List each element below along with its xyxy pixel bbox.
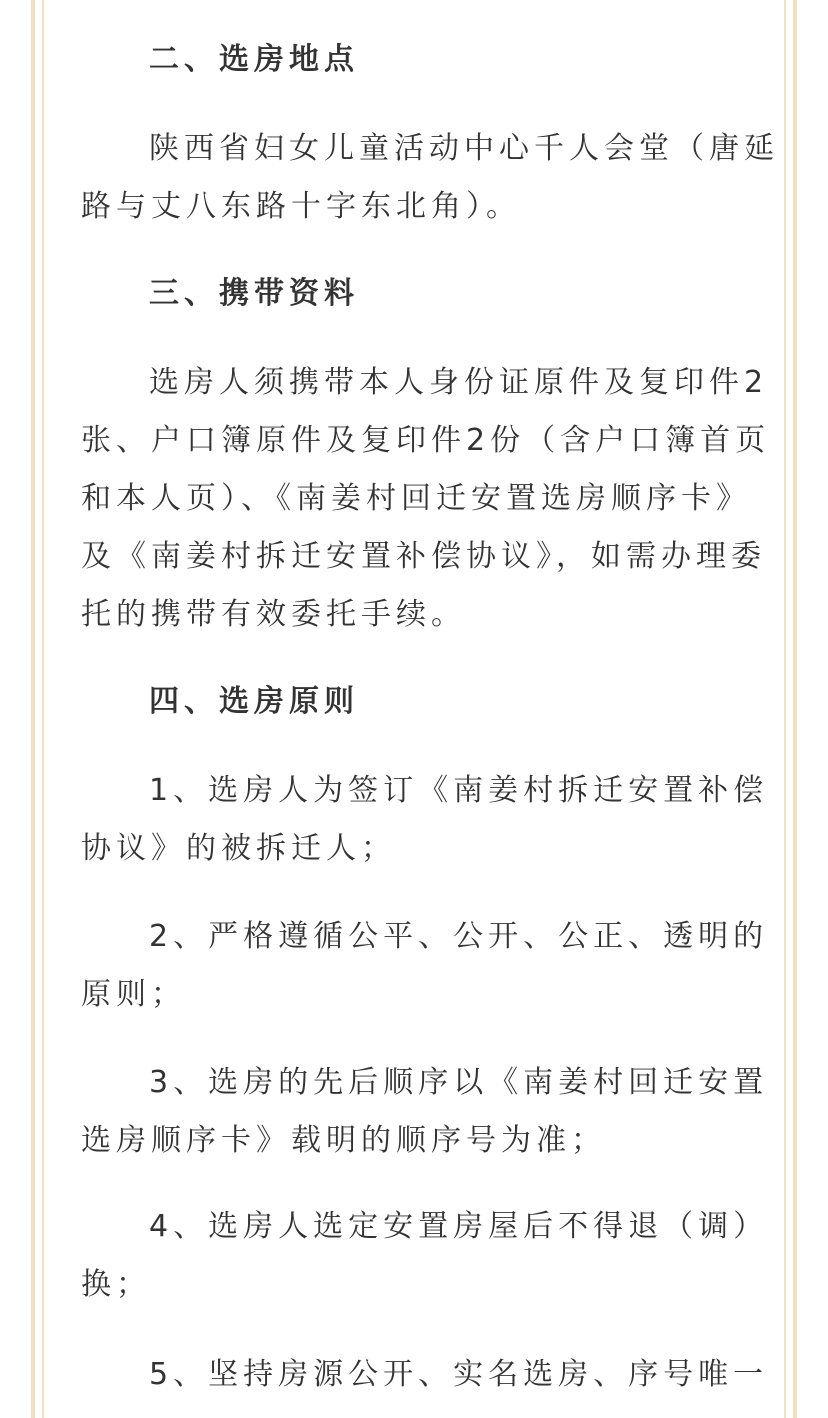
paragraph-line: 路与丈八东路十字东北角）。 <box>81 189 521 224</box>
paragraph-line: 托的携带有效委托手续。 <box>81 597 466 632</box>
paragraph-line: 换； <box>81 1267 151 1302</box>
paragraph-line: 原则； <box>81 977 186 1012</box>
right-decorative-border <box>793 0 797 1418</box>
paragraph-line: 陕西省妇女儿童活动中心千人会堂（唐延 <box>149 131 779 166</box>
paragraph-line: 选房顺序卡》载明的顺序号为准； <box>81 1123 606 1158</box>
paragraph-location <box>81 120 779 236</box>
principle-item-5 <box>81 1346 769 1404</box>
principle-item-3 <box>81 1054 769 1170</box>
section-heading-materials: 三、携带资料 <box>149 276 359 311</box>
paragraph-line: 和本人页）、《南姜村回迁安置选房顺序卡》 <box>81 481 751 516</box>
section-heading-principles: 四、选房原则 <box>149 684 359 719</box>
left-decorative-border <box>31 0 35 1418</box>
paragraph-line: 选房人须携带本人身份证原件及复印件2 <box>149 365 769 400</box>
paragraph-materials <box>81 354 771 644</box>
paragraph-line: 2、严格遵循公平、公开、公正、透明的 <box>149 919 769 954</box>
paragraph-line: 协议》的被拆迁人； <box>81 831 396 866</box>
paragraph-line: 5、坚持房源公开、实名选房、序号唯一 <box>149 1357 769 1392</box>
paragraph-line: 张、户口簿原件及复印件2份（含户口簿首页 <box>81 423 771 458</box>
paragraph-line: 1、选房人为签订《南姜村拆迁安置补偿 <box>149 773 769 808</box>
principle-item-2 <box>81 908 769 1024</box>
left-decorative-border-inner <box>42 0 44 1418</box>
right-decorative-border-inner <box>784 0 786 1418</box>
paragraph-line: 4、选房人选定安置房屋后不得退（调） <box>149 1209 769 1244</box>
principle-item-1 <box>81 762 769 878</box>
principle-item-4 <box>81 1198 769 1314</box>
section-heading-location: 二、选房地点 <box>149 42 359 77</box>
paragraph-line: 3、选房的先后顺序以《南姜村回迁安置 <box>149 1065 769 1100</box>
paragraph-line: 及《南姜村拆迁安置补偿协议》，如需办理委 <box>81 539 766 574</box>
